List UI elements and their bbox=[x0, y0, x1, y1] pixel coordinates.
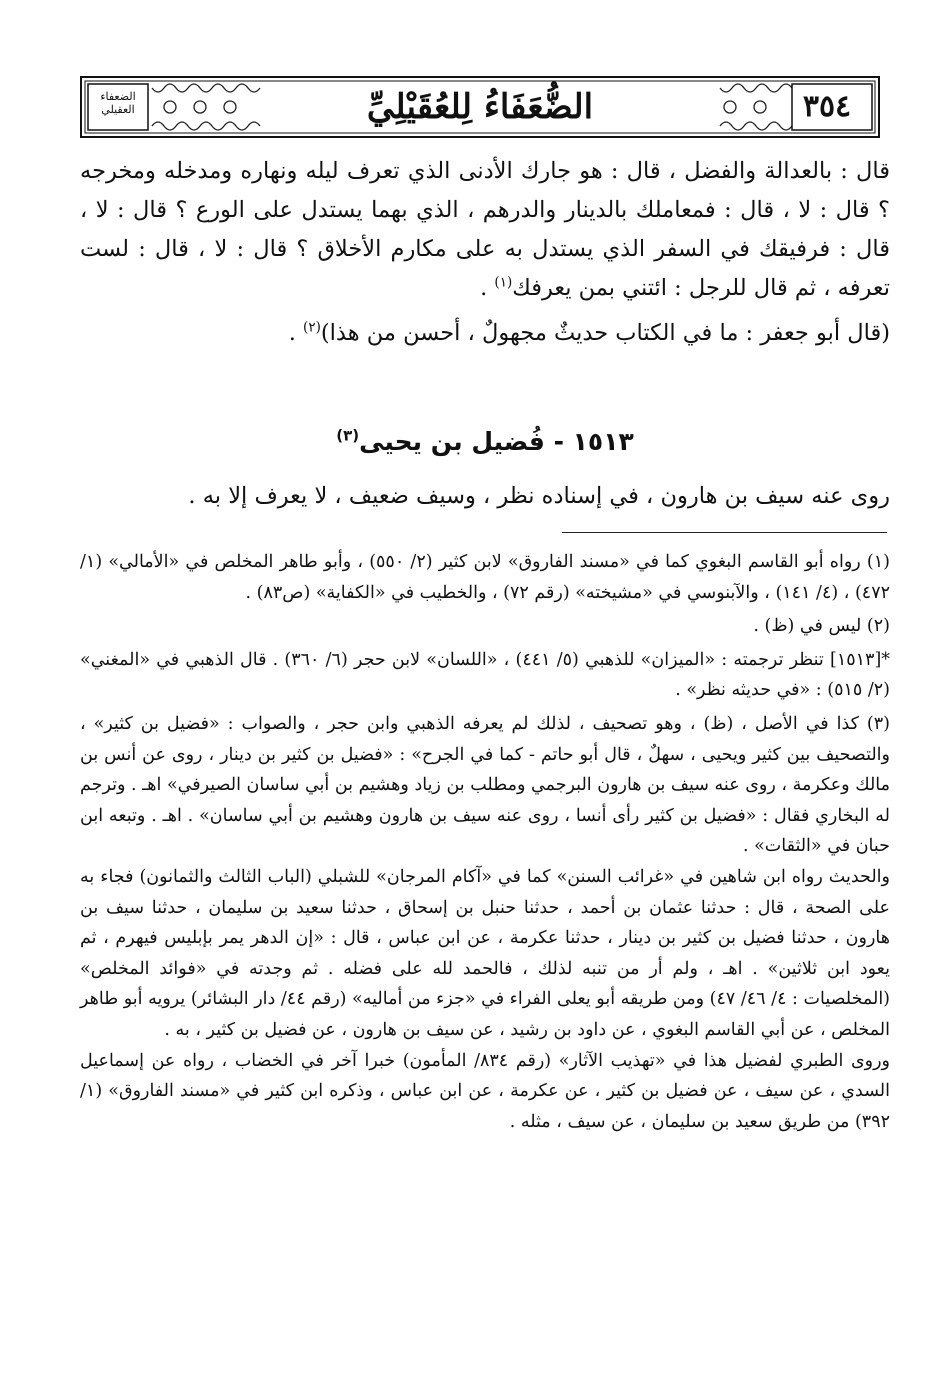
body-quote bbox=[80, 314, 890, 353]
entry-name: فُضيل بن يحيى bbox=[359, 427, 545, 456]
footnotes bbox=[80, 547, 890, 1137]
footnote-ref-2: (٢) bbox=[303, 319, 321, 336]
entry-number: ١٥١٣ - bbox=[553, 427, 634, 456]
entry-paragraph: روى عنه سيف بن هارون ، في إسناده نظر ، وسيف ضعيف ، لا يعرف إلا به . bbox=[188, 483, 890, 509]
footnote-3: (٣) كذا في الأصل ، (ظ) ، وهو تصحيف ، لذلك لم يعرفه الذهبي وابن حجر ، والصواب : «فضيل بن كثير» ، والتصحيف بين كثير ويحيى ، سهلٌ ، قال أبو حاتم - كما في الجرح» : «فضيل بن كثير بن دينار ، روى عن أنس بن مالك وعكرمة ، روى عنه سيف بن هارون البرجمي ومطلب بن زياد وهشيم بن أبي ساسان الصيرفي» اهـ . وترجم له البخاري فقال : «فضيل بن كثير رأى أنسا ، روى عنه سيف بن هارون وهشيم بن أبي ساسان» . اهـ . وتبعه ابن حبان في «الثقات» . bbox=[80, 713, 890, 857]
body-paragraph-end: . bbox=[480, 275, 495, 301]
footnote-2: (٢) ليس في (ظ) . bbox=[753, 616, 890, 637]
entry-text bbox=[80, 478, 890, 514]
page-number: ٣٥٤ bbox=[802, 89, 852, 124]
body-paragraph bbox=[80, 152, 890, 308]
body-quote-end: . bbox=[288, 320, 304, 346]
page-header bbox=[80, 76, 880, 138]
main-text bbox=[80, 152, 890, 353]
entry-heading bbox=[80, 420, 890, 464]
footnote-3-continued: والحديث رواه ابن شاهين في «غرائب السنن» كما في «آكام المرجان» للشبلي (الباب الثالث والثمانون) فجاء به على الصحة ، قال : حدثنا عثمان بن أحمد ، حدثنا حنبل بن إسحاق ، حدثنا سعيد بن سليمان ، حدثنا سيف بن هارون ، حدثنا فضيل بن كثير بن دينار ، حدثنا عكرمة ، عن ابن عباس ، قال : «إن الدهر يمر بإبليس فيهرم ، ثم يعود ابن ثلاثين» . اهـ ، ولم أر من تنبه لذلك ، فالحمد لله على فضله . ثم وجدته في «فوائد المخلص» (المخلصيات : ٤/ ٤٦/ ٤٧) ومن طريقه أبو يعلى الفراء في «جزء من أماليه» (رقم ٤٤/ دار البشائر) يرويه أبو طاهر المخلص ، عن أبي القاسم البغوي ، عن داود بن رشيد ، عن سيف بن هارون ، عن فضيل بن كثير ، به . bbox=[80, 866, 891, 1040]
footnote-ref-1: (١) bbox=[494, 274, 513, 291]
footnote-ref-3: (٣) bbox=[336, 426, 360, 445]
footnote-entry: *[١٥١٣] تنظر ترجمته : «الميزان» للذهبي (٥/ ٤٤١) ، «اللسان» لابن حجر (٦/ ٣٦٠) . قال الذهبي في «المغني» (٢/ ٥١٥) : «في حديثه نظر» . bbox=[80, 649, 891, 701]
footnote-1: (١) رواه أبو القاسم البغوي كما في «مسند الفاروق» لابن كثير (٢/ ٥٥٠) ، وأبو طاهر المخلص في «الأمالي» (١/ ٤٧٢) ، (٤/ ١٤١) ، والآبنوسي في «مشيخته» (رقم ٧٢) ، والخطيب في «الكفاية» (ص٨٣) . bbox=[80, 552, 890, 603]
body-quote-text: (قال أبو جعفر : ما في الكتاب حديثٌ مجهولٌ ، أحسن من هذا) bbox=[320, 320, 890, 346]
footnote-divider bbox=[562, 532, 887, 533]
running-title: الضُّعَفَاءُ لِلعُقَيْلِيِّ bbox=[366, 87, 594, 127]
header-emblem-text: الضعفاء العقيلي bbox=[100, 90, 136, 116]
body-paragraph-text: قال : بالعدالة والفضل ، قال : هو جارك الأدنى الذي تعرف ليله ونهاره ومدخله ومخرجه ؟ قال : لا ، قال : فمعاملك بالدينار والدرهم ، الذي بهما يستدل على الورع ؟ قال : لا ، قال : فرفيقك في السفر الذي يستدل به على مكارم الأخلاق ؟ قال : لا ، قال : لست تعرفه ، ثم قال للرجل : ائتني بمن يعرفك bbox=[80, 158, 890, 301]
footnote-3-final: وروى الطبري لفضيل هذا في «تهذيب الآثار» (رقم ٨٣٤/ المأمون) خبرا آخر في الخضاب ، رواه عن إسماعيل السدي ، عن سيف ، عن فضيل بن كثير ، عن عكرمة ، عن ابن عباس ، وذكره ابن كثير في «مسند الفاروق» (١/ ٣٩٢) من طريق سعيد بن سليمان ، عن سيف ، مثله . bbox=[80, 1050, 890, 1132]
